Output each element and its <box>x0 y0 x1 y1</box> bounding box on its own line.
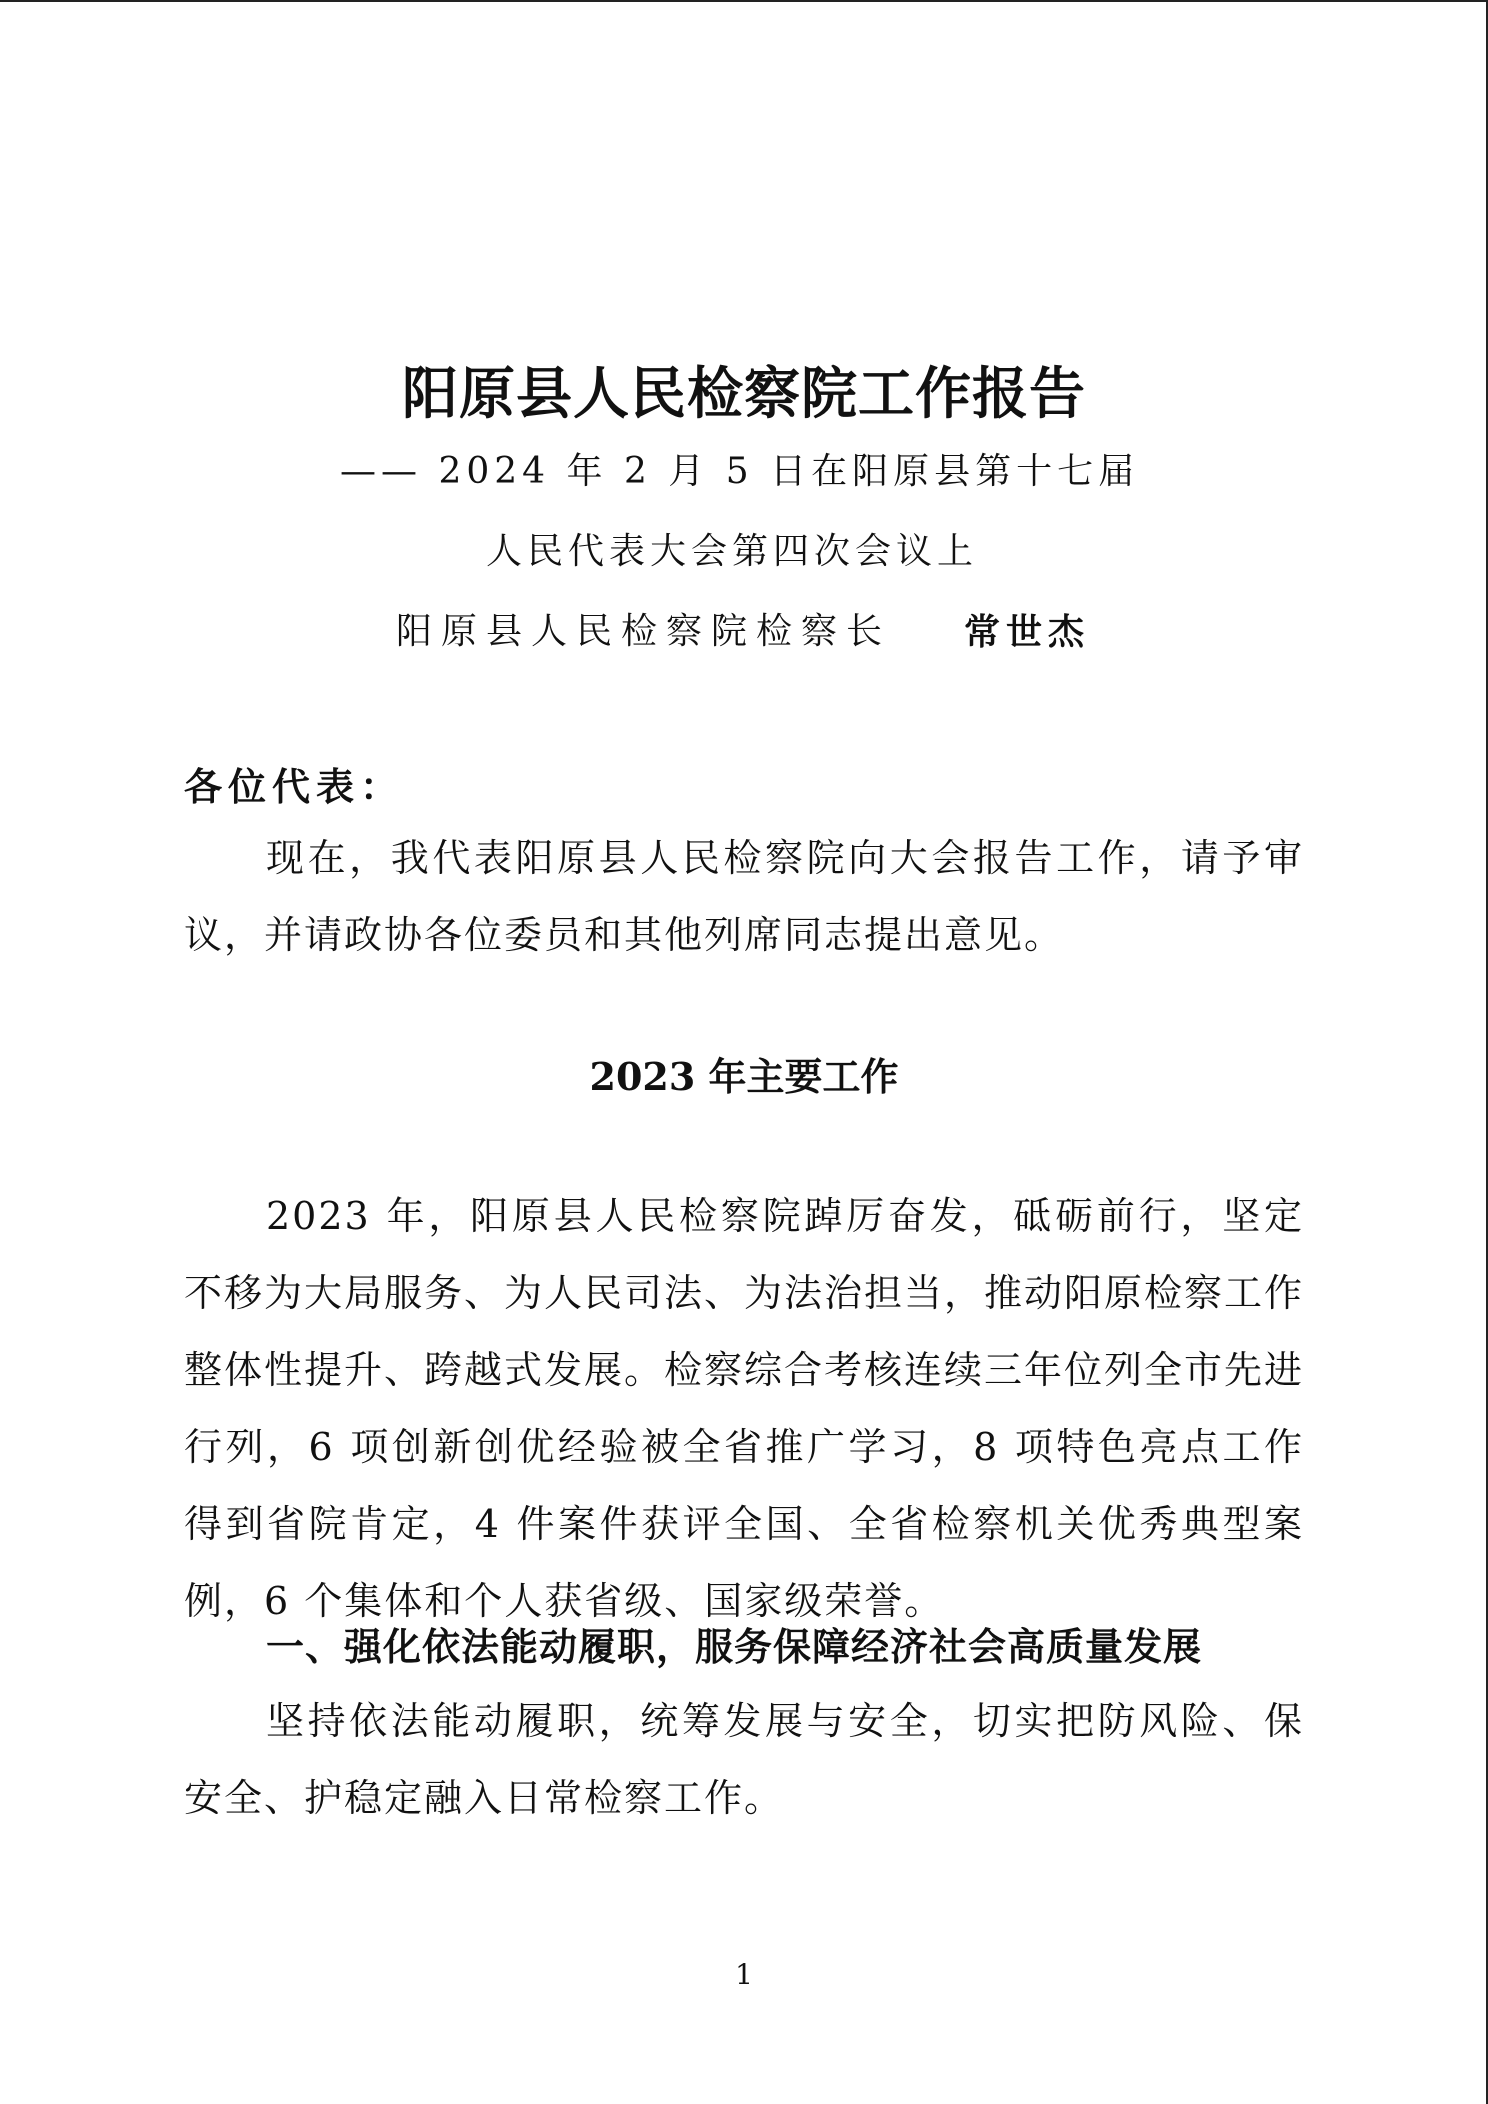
document-title: 阳原县人民检察院工作报告 <box>402 361 1086 427</box>
subtitle-meeting-line: 人民代表大会第四次会议上 <box>486 531 979 572</box>
page-border-top <box>0 0 1488 2</box>
subtitle-date-line: —— 2024 年 2 月 5 日在阳原县第十七届 <box>340 451 1140 492</box>
subsection-heading: 一、强化依法能动履职，服务保障经济社会高质量发展 <box>266 1625 1203 1669</box>
section-heading: 2023 年主要工作 <box>589 1054 899 1099</box>
intro-paragraph: 现在，我代表阳原县人民检察院向大会报告工作，请予审议，并请政协各位委员和其他列席同志提出意见。 <box>184 836 1304 957</box>
subsection-paragraph: 坚持依法能动履职，统筹发展与安全，切实把防风险、保安全、护稳定融入日常检察工作。 <box>184 1699 1304 1820</box>
subtitle-speaker-name: 常世杰 <box>964 611 1091 653</box>
page-number: 1 <box>735 1958 753 1991</box>
subtitle-office: 阳原县人民检察院检察长 <box>396 611 892 652</box>
summary-paragraph: 2023 年，阳原县人民检察院踔厉奋发，砥砺前行，坚定不移为大局服务、为人民司法、为法治担当，推动阳原检察工作整体性提升、跨越式发展。检察综合考核连续三年位列全市先进行列，6 项创新创优经验被全省推广学习，8 项特色亮点工作得到省院肯定，4 件案件获评全国、全省检察机关优秀典型案例，6 个集体和个人获省级、国家级荣誉。 <box>184 1194 1305 1623</box>
greeting: 各位代表： <box>184 764 405 809</box>
